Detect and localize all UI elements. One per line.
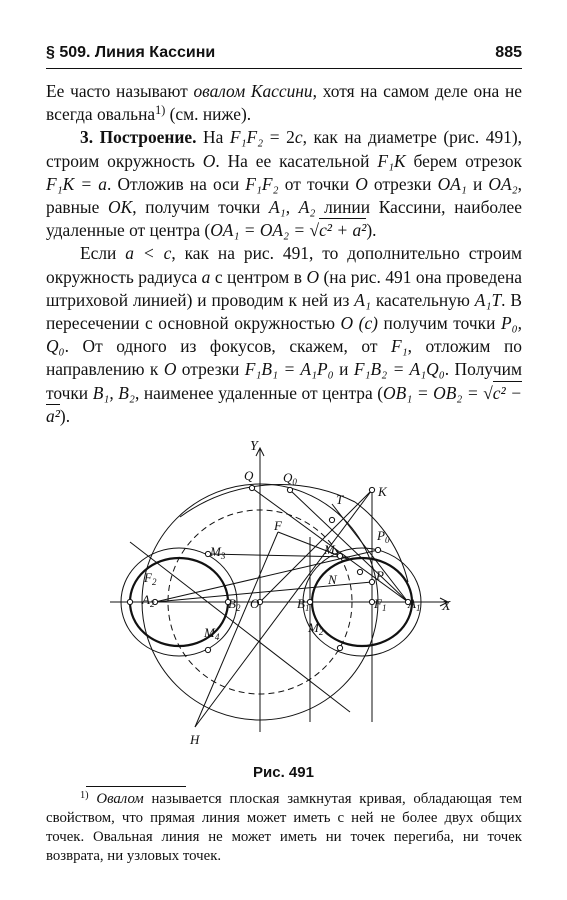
item-number: 3. (80, 127, 94, 148)
text-run: = 2 (263, 127, 295, 148)
label-P0-main: P (377, 528, 385, 543)
label-P: P (376, 568, 384, 583)
point (287, 487, 292, 492)
math: O (355, 173, 368, 194)
math: F₁K (377, 150, 406, 171)
text-run: . Отложив на оси (106, 173, 246, 194)
text-run: , равные (46, 173, 522, 218)
math: A₁T (474, 289, 502, 310)
text-run: Если (80, 243, 126, 264)
label-F1-main: F (374, 596, 382, 611)
label-F2-main: F (144, 570, 152, 585)
footnote-text (46, 790, 522, 866)
label-Q: Q (244, 468, 254, 483)
label-X: X (442, 599, 451, 614)
math: B₁, B₂ (92, 382, 135, 403)
label-A1 (407, 596, 420, 613)
text-run: . На ее касательной (215, 150, 378, 171)
math: A₂ (298, 197, 316, 218)
label-M1 (323, 542, 339, 559)
text-run: от точки (278, 173, 356, 194)
math: OA₁ (437, 173, 467, 194)
label-F2 (143, 570, 157, 587)
math: a (201, 266, 211, 287)
label-Y: Y (250, 439, 258, 454)
point (329, 517, 334, 522)
label-P0 (376, 528, 390, 545)
math: A₁ (269, 197, 286, 218)
label-M4 (203, 625, 220, 642)
label-M2-main: M (308, 620, 319, 635)
line-Q0A1 (290, 490, 408, 602)
math: OA₁ = OA₂ = (210, 220, 310, 241)
label-M3-main: M (210, 544, 221, 559)
label-B1-sub: 1 (304, 603, 310, 613)
paragraph-2: 3. Построение. На F₁F₂ = 2c, как на диаметре (рис. 491), строим окружность O. На ее касательной F₁K берем отрезок F₁K = a. Отложив на оси F₁F₂ от точки O отрезки OA₁ и OA₂, равные OK, получим точки A₁, A₂ линии Кассини, наиболее удаленные от центра (OA₁ = OA₂ = √c² + a²). (46, 127, 522, 241)
point (375, 547, 380, 552)
text-run: и (466, 173, 489, 194)
radicand: c² + a² (319, 220, 367, 241)
text-run: касательную (370, 289, 475, 310)
text-run: отрезки (367, 173, 438, 194)
point (369, 487, 374, 492)
text-run: с центром в (210, 266, 307, 287)
text-run: и (333, 359, 354, 380)
math: O (306, 266, 320, 287)
radicand: c² − a² (46, 382, 522, 426)
paragraph-3: Если a < c, как на рис. 491, то дополнительно строим окружность радиуса a с центром в O (на рис. 491 она проведена штриховой линией) и проводим к ней из A₁ касательную A₁T. В пересечении с основной окружностью O (c) получим точки P₀, Q₀. От одного из фокусов, скажем, от F₁, отложим по направлению к O отрезки F₁B₁ = A₁P₀ и F₁B₂ = A₁Q₀. Получим точки B₁, B₂, наименее удаленные от центра (OB₁ = OB₂ = √c² − a²). (46, 243, 523, 426)
footnote-term: Овалом (96, 791, 144, 807)
page-number: 885 (495, 44, 522, 61)
point (357, 569, 362, 574)
text-run: . В пересечении с основной окружностью (46, 289, 522, 334)
text-run: . Получим точки (46, 359, 522, 403)
label-F1-sub: 1 (381, 603, 387, 613)
label-K: K (378, 484, 387, 499)
math: A₁ (354, 289, 371, 310)
text-run: , наименее удаленные от центра ( (134, 382, 384, 403)
label-P0-sub: 0 (384, 535, 390, 545)
main-text (46, 80, 522, 428)
text-run: , получим точки (132, 197, 270, 218)
label-B2-main: B (228, 596, 236, 611)
label-N: N (328, 572, 337, 587)
text-run: Ее часто называют (46, 81, 194, 101)
label-H: H (190, 732, 200, 747)
math: F₁K = a (46, 173, 107, 194)
label-A1-sub: 1 (415, 603, 421, 613)
point (337, 645, 342, 650)
math: P₀, Q₀ (46, 313, 522, 357)
figure-491 (110, 432, 470, 758)
label-B2 (228, 596, 241, 613)
text-run: ). (366, 220, 377, 241)
paragraph-1 (46, 80, 522, 126)
math: O (163, 359, 177, 380)
footnote (46, 790, 522, 866)
math: F₁F₂ (245, 173, 279, 194)
label-F2-sub: 2 (151, 577, 157, 587)
math: OA₂ (488, 173, 518, 194)
text-run: , (285, 197, 299, 218)
point (249, 485, 254, 490)
text-run: , отложим по направлению к (46, 336, 522, 380)
footnote-mark: 1) (80, 789, 89, 801)
text-run: , хотя на самом деле она не всегда овальна (46, 81, 523, 125)
label-T: T (336, 492, 344, 507)
label-A2-main: A (142, 592, 150, 607)
label-B2-sub: 2 (235, 603, 241, 613)
item-heading: Построение. (99, 127, 197, 148)
label-O: O (250, 596, 260, 611)
text-run: На (196, 127, 230, 148)
label-M2-sub: 2 (318, 627, 324, 637)
text-run: . От одного из фокусов, скажем, от (64, 336, 391, 357)
point (205, 647, 210, 652)
label-A2 (141, 592, 155, 609)
running-header (46, 44, 522, 69)
text-run: ). (59, 405, 71, 426)
label-M3 (209, 544, 226, 561)
text-run: (см. ниже). (165, 104, 252, 125)
label-Q0 (283, 470, 297, 487)
text-run: , как на диаметре (рис. 491), строим окружность (46, 127, 522, 171)
math: OK (108, 197, 133, 218)
math: O (c) (340, 313, 378, 334)
figure-caption: Рис. 491 (253, 764, 314, 781)
math: OB₁ = OB₂ = (383, 382, 484, 403)
label-M1-sub: 1 (334, 549, 340, 559)
math: a < c (125, 243, 172, 264)
label-Q0-main: Q (283, 470, 293, 485)
footnote-ref: 1) (155, 103, 166, 118)
text-run: (на рис. 491 она проведена штриховой линией) и проводим к ней из (46, 266, 523, 310)
text-run: , как на рис. 491, то дополнительно строим окружность радиуса (46, 243, 522, 287)
math: F₁ (390, 336, 408, 357)
label-M4-sub: 4 (214, 632, 220, 642)
section-title: § 509. Линия Кассини (46, 44, 216, 61)
point (127, 599, 132, 604)
label-B1 (297, 596, 309, 613)
label-A2-sub: 2 (149, 599, 155, 609)
math: F₁B₂ = A₁Q₀ (353, 359, 445, 380)
label-F: F (274, 518, 282, 533)
term-oval-cassini: овалом Кассини (193, 81, 313, 101)
label-M4-main: M (204, 625, 215, 640)
text-run: отрезки (176, 359, 245, 380)
label-A1-main: A (408, 596, 416, 611)
text-run: получим точки (377, 313, 501, 334)
label-F1 (373, 596, 386, 613)
label-M1-main: M (324, 542, 335, 557)
label-B1-main: B (297, 596, 305, 611)
label-M3-sub: 3 (220, 551, 226, 561)
label-M2 (307, 620, 324, 637)
outer-arc (180, 485, 355, 517)
line-A1T (332, 504, 408, 602)
label-Q0-sub: 0 (292, 477, 297, 487)
math: F₁B₁ = A₁P₀ (244, 359, 334, 380)
math: c (294, 127, 303, 148)
text-run: линии Кассини, наиболее удаленные от центра ( (46, 197, 522, 241)
text-run: берем отрезок (405, 150, 522, 171)
footnote-divider (86, 786, 186, 787)
math: O (202, 150, 216, 171)
math: F₁F₂ (229, 127, 264, 148)
point (369, 579, 374, 584)
footnote-body: называется плоская замкнутая кривая, обладающая тем свойством, что прямая линия может иметь с ней не более двух общих точек. Овальная линия не может иметь ни точек перегиба, ни точек возврата, ни узловых точек. (46, 791, 522, 864)
